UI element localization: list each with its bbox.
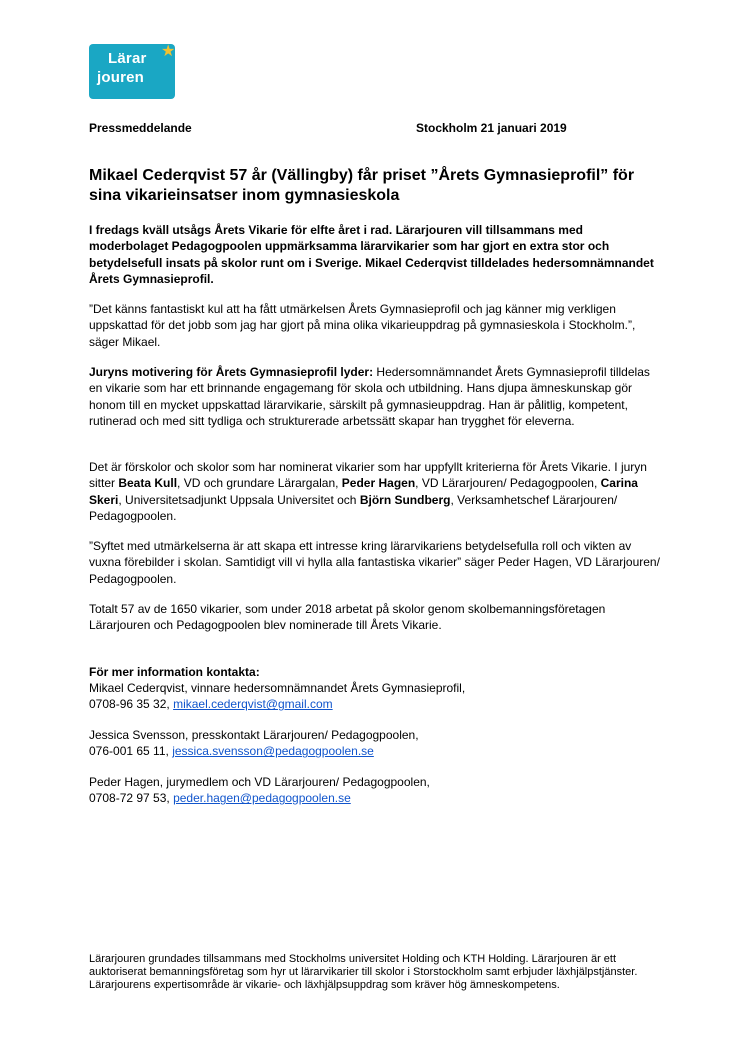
- lead-paragraph: I fredags kväll utsågs Årets Vikarie för elfte året i rad. Lärarjouren vill tillsammans med moderbolaget Pedagogpoolen uppmärksamma lärarvikarier som har gjort en extra stor och betydelsefull insats på skolor runt om i Sverige. Mikael Cederqvist tilldelades hedersomnämnandet Årets Gymnasieprofil.: [89, 223, 654, 287]
- jury-member-name: Carina Skeri: [89, 476, 638, 507]
- page-title: Mikael Cederqvist 57 år (Vällingby) får priset ”Årets Gymnasieprofil” för sina vikarieinsatser inom gymnasieskola: [89, 167, 635, 204]
- contact-line: [89, 696, 465, 712]
- contact-email-link[interactable]: jessica.svensson@pedagogpoolen.se: [172, 744, 374, 759]
- contact-item: [89, 727, 419, 760]
- motivation-paragraph: [89, 364, 664, 430]
- quote-paragraph-1: ”Det känns fantastiskt kul att ha fått utmärkelsen Årets Gymnasieprofil och jag känner mig verkligen uppskattad för det jobb som jag har gjort på mina olika vikarieuppdrag på gymnasieskola i Stockholm.”, säger Mikael.: [89, 302, 636, 349]
- place-date: Stockholm 21 januari 2019: [416, 121, 567, 135]
- jury-paragraph: [89, 459, 664, 525]
- logo-text-line1: Lärar: [108, 50, 147, 67]
- stats-paragraph: Totalt 57 av de 1650 vikarier, som under 2018 arbetat på skolor genom skolbemanningsföretagen Lärarjouren och Pedagogpoolen blev nominerade till Årets Vikarie.: [89, 602, 606, 633]
- quote-paragraph-2: ”Syftet med utmärkelserna är att skapa ett intresse kring lärarvikariens betydelsefulla roll och vikten av vuxna förebilder i skolan. Samtidigt vill vi hylla alla fantastiska vikarier” säger Peder Hagen, VD Lärarjouren/ Pedagogpoolen.: [89, 539, 660, 586]
- contact-description: Mikael Cederqvist, vinnare hedersomnämnandet Årets Gymnasieprofil,: [89, 681, 466, 695]
- jury-text: Det är förskolor och skolor som har nominerat vikarier som har uppfyllt kriterierna för Årets Vikarie. I juryn sitter: [89, 460, 647, 491]
- contact-heading: För mer information kontakta:: [89, 665, 260, 679]
- contact-email-link[interactable]: peder.hagen@pedagogpoolen.se: [173, 791, 351, 806]
- motivation-lead: Juryns motivering för Årets Gymnasieprofil lyder:: [89, 365, 374, 379]
- contact-line: [89, 790, 430, 806]
- contact-item: [89, 774, 430, 807]
- star-icon: ★: [161, 43, 176, 60]
- motivation-text: Hedersomnämnandet Årets Gymnasieprofil tilldelas en vikarie som har ett brinnande engagemang för skola och utbildning. Hans djupa ämneskunskap gör honom till en mycket uppskattad lärarvikarie, särskilt på gymnasieuppdrag. Han är pålitlig, kompetent, rutinerad och med sitt tydliga och strukturerade arbetssätt skapar han trygghet för eleverna.: [89, 365, 650, 429]
- logo-text-line2: jouren: [97, 69, 145, 86]
- contact-description: Peder Hagen, jurymedlem och VD Lärarjouren/ Pedagogpoolen,: [89, 775, 430, 789]
- contact-phone: 0708-96 35 32,: [89, 697, 174, 712]
- jury-member-name: Björn Sundberg: [359, 492, 451, 507]
- jury-member-name: Peder Hagen: [341, 476, 416, 491]
- jury-text: , VD Lärarjouren/ Pedagogpoolen,: [415, 476, 601, 491]
- contact-phone: 0708-72 97 53,: [89, 791, 174, 806]
- jury-text: , Verksamhetschef Lärarjouren/ Pedagogpoolen.: [89, 492, 618, 524]
- contact-phone: 076-001 65 11,: [89, 744, 173, 759]
- jury-text: , VD och grundare Lärargalan,: [177, 476, 342, 491]
- jury-member-name: Beata Kull: [118, 476, 178, 491]
- document-type: Pressmeddelande: [89, 121, 192, 135]
- company-logo: [89, 44, 175, 99]
- contact-item: [89, 680, 465, 713]
- contact-email-link[interactable]: mikael.cederqvist@gmail.com: [173, 697, 333, 712]
- contact-line: [89, 743, 419, 759]
- contact-description: Jessica Svensson, presskontakt Lärarjouren/ Pedagogpoolen,: [89, 728, 419, 742]
- jury-text: , Universitetsadjunkt Uppsala Universitet och: [118, 492, 360, 507]
- footer-text: Lärarjouren grundades tillsammans med Stockholms universitet Holding och KTH Holding. Lärarjouren är ett auktoriserat bemanningsföretag som hyr ut lärarvikarier till skolor i Storstockholm samt erbjuder läxhjälpstjänster. Lärarjourens expertisområde är vikarie- och läxhjälpsuppdrag som kräver hög ämneskompetens.: [89, 953, 638, 991]
